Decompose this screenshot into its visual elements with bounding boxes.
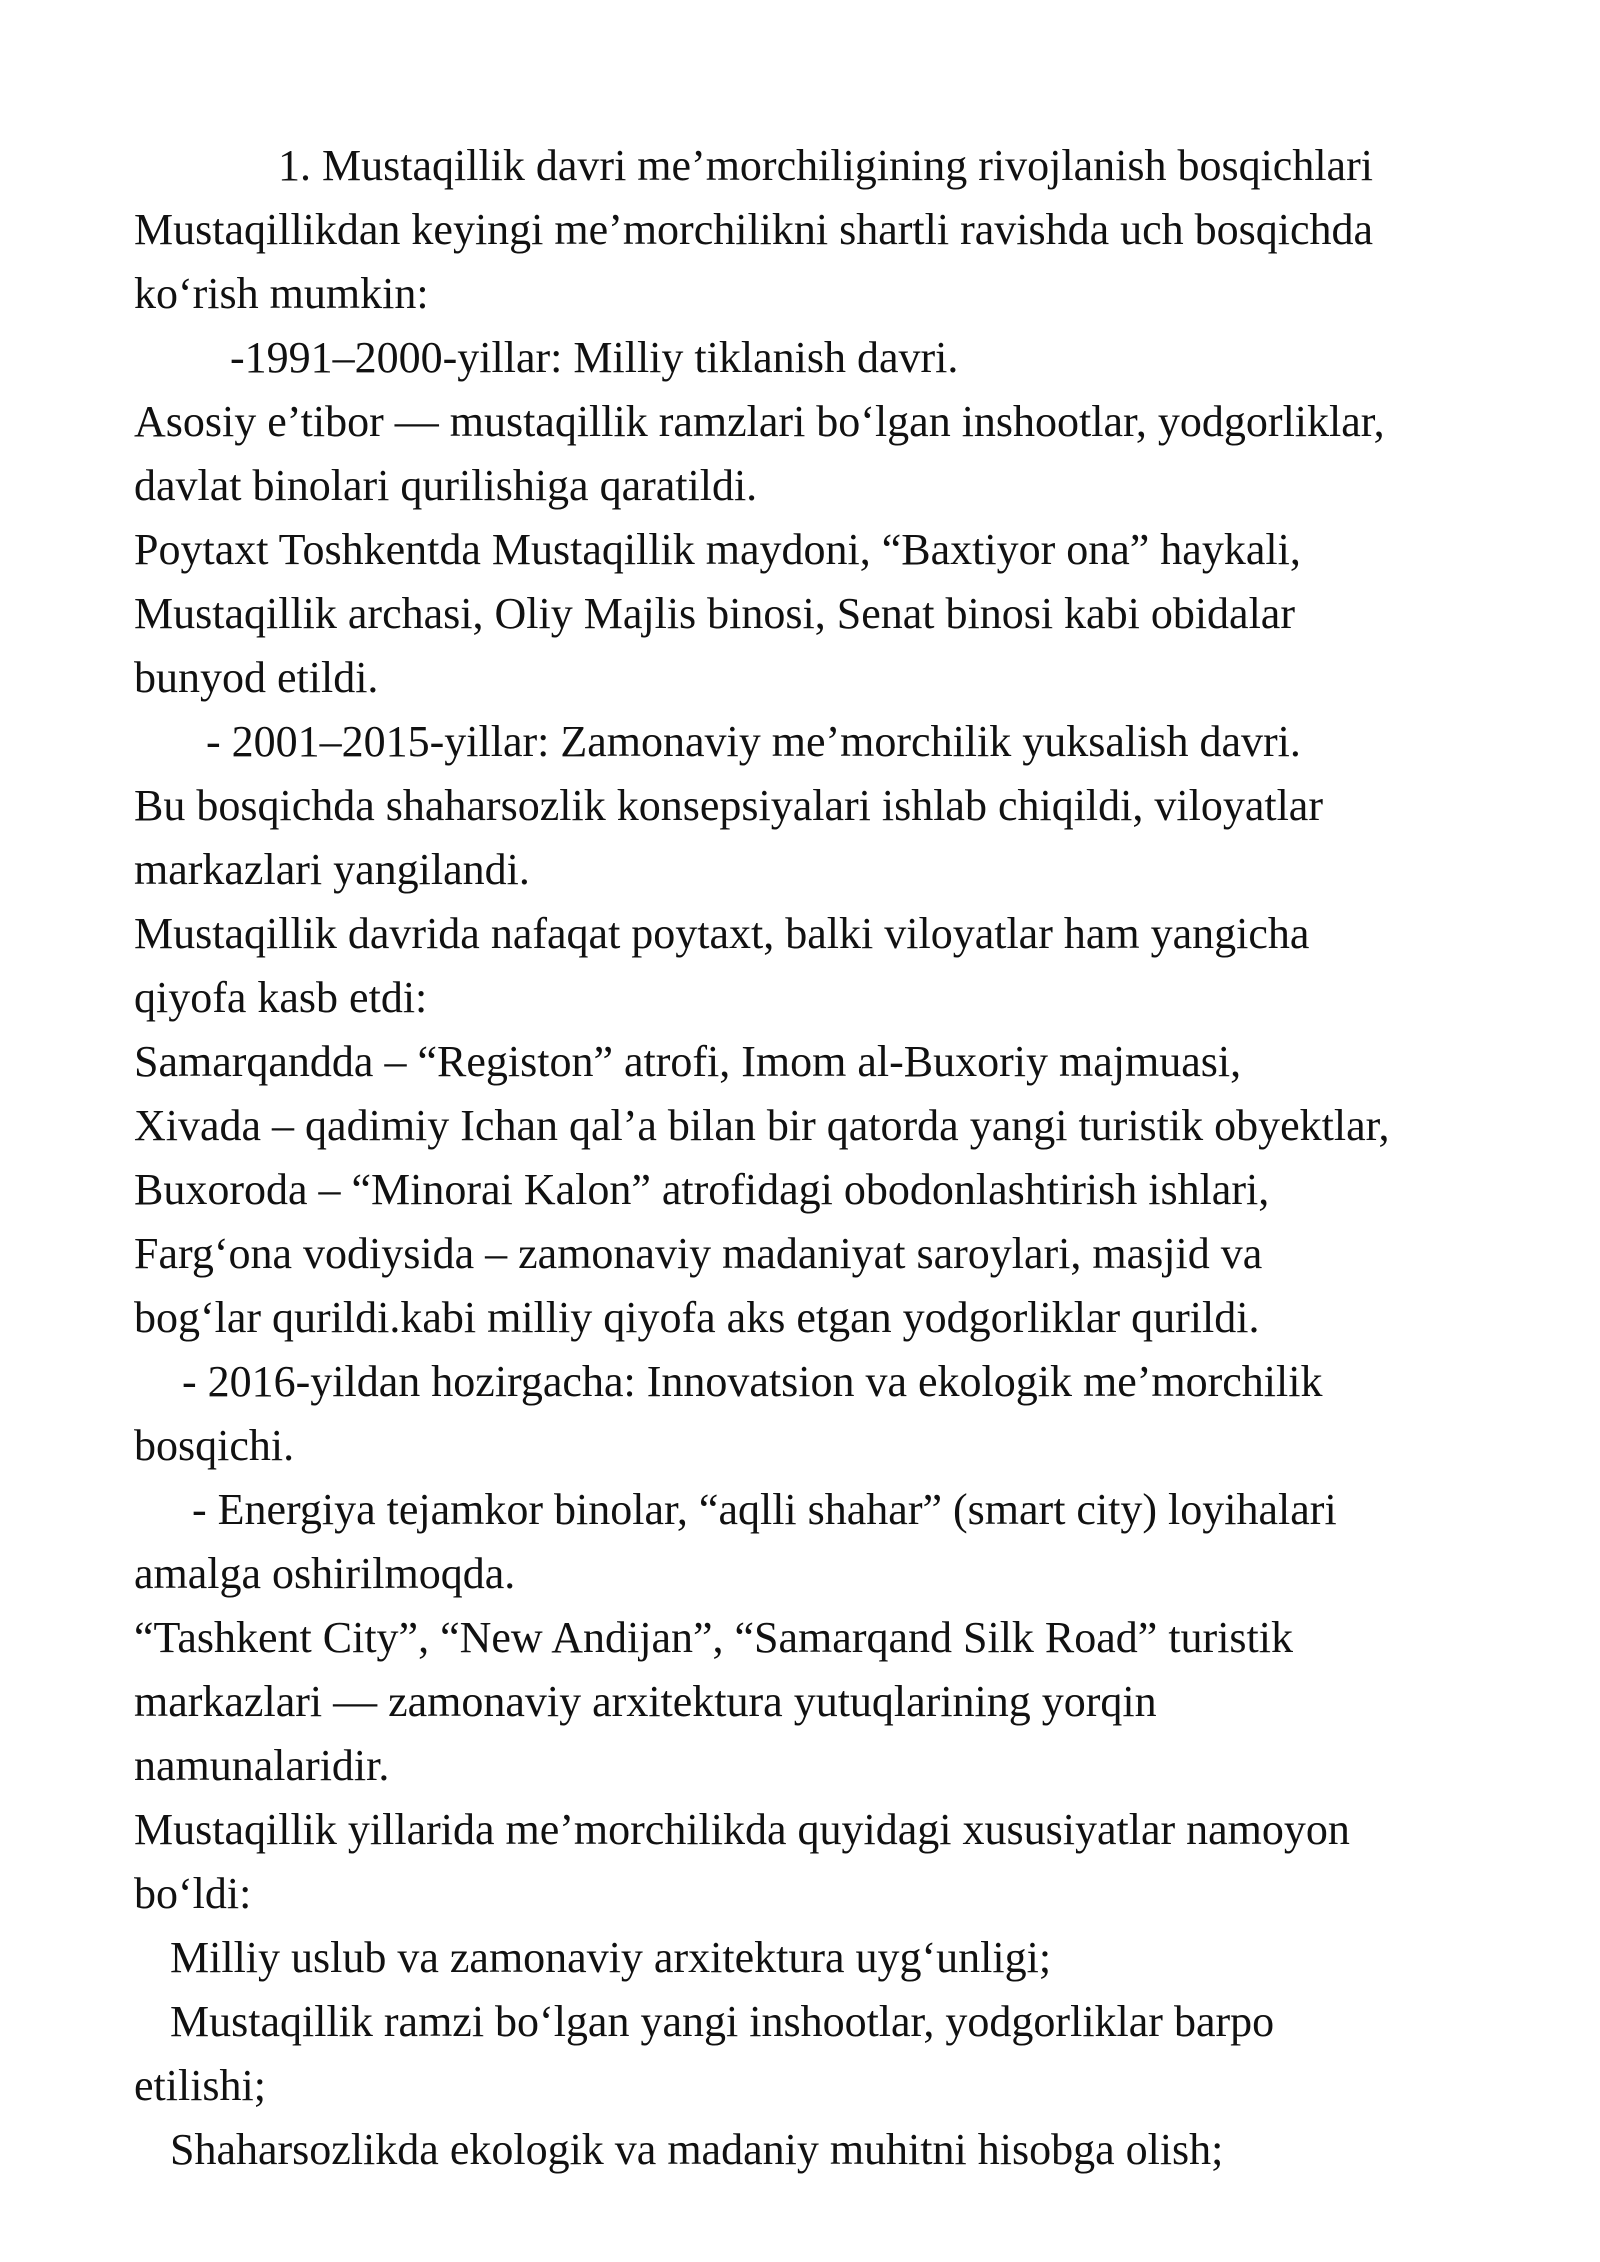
- period-heading: -1991–2000-yillar: Milliy tiklanish davri.: [230, 333, 959, 382]
- paragraph-line: Bu bosqichda shaharsozlik konsepsiyalari ishlab chiqildi, viloyatlar: [134, 781, 1323, 830]
- paragraph-line: bog‘lar qurildi.kabi milliy qiyofa aks etgan yodgorliklar qurildi.: [134, 1293, 1260, 1342]
- paragraph-line: Asosiy e’tibor — mustaqillik ramzlari bo‘lgan inshootlar, yodgorliklar,: [134, 397, 1385, 446]
- paragraph-line: Mustaqillik davrida nafaqat poytaxt, balki viloyatlar ham yangicha: [134, 909, 1310, 958]
- document-text: [134, 134, 1534, 2182]
- paragraph-line: bosqichi.: [134, 1421, 295, 1470]
- paragraph-line: Samarqandda – “Registon” atrofi, Imom al-Buxoriy majmuasi,: [134, 1037, 1242, 1086]
- paragraph-line: Farg‘ona vodiysida – zamonaviy madaniyat saroylari, masjid va: [134, 1229, 1263, 1278]
- paragraph-line: davlat binolari qurilishiga qaratildi.: [134, 461, 758, 510]
- paragraph-line: amalga oshirilmoqda.: [134, 1549, 516, 1598]
- paragraph-line: bo‘ldi:: [134, 1869, 252, 1918]
- feature-line: Milliy uslub va zamonaviy arxitektura uyg‘unligi;: [170, 1933, 1052, 1982]
- paragraph-line: Mustaqillikdan keyingi me’morchilikni shartli ravishda uch bosqichda: [134, 205, 1374, 254]
- paragraph-line: Buxoroda – “Minorai Kalon” atrofidagi obodonlashtirish ishlari,: [134, 1165, 1270, 1214]
- period-heading: - 2001–2015-yillar: Zamonaviy me’morchilik yuksalish davri.: [206, 717, 1301, 766]
- paragraph-line: Mustaqillik yillarida me’morchilikda quyidagi xususiyatlar namoyon: [134, 1805, 1350, 1854]
- section-heading: 1. Mustaqillik davri me’morchiligining rivojlanish bosqichlari: [278, 141, 1373, 190]
- paragraph-line: Poytaxt Toshkentda Mustaqillik maydoni, “Baxtiyor ona” haykali,: [134, 525, 1301, 574]
- paragraph-line: bunyod etildi.: [134, 653, 379, 702]
- period-heading: - 2016-yildan hozirgacha: Innovatsion va ekologik me’morchilik: [182, 1357, 1323, 1406]
- paragraph-line: markazlari yangilandi.: [134, 845, 530, 894]
- paragraph-line: Mustaqillik archasi, Oliy Majlis binosi, Senat binosi kabi obidalar: [134, 589, 1295, 638]
- paragraph-line: ko‘rish mumkin:: [134, 269, 429, 318]
- paragraph-line: qiyofa kasb etdi:: [134, 973, 428, 1022]
- paragraph-line: namunalaridir.: [134, 1741, 390, 1790]
- paragraph-line: etilishi;: [134, 2061, 266, 2110]
- feature-line: Shaharsozlikda ekologik va madaniy muhitni hisobga olish;: [170, 2125, 1224, 2174]
- feature-line: Mustaqillik ramzi bo‘lgan yangi inshootlar, yodgorliklar barpo: [170, 1997, 1275, 2046]
- paragraph-line: Xivada – qadimiy Ichan qal’a bilan bir qatorda yangi turistik obyektlar,: [134, 1101, 1390, 1150]
- paragraph-line: markazlari — zamonaviy arxitektura yutuqlarining yorqin: [134, 1677, 1157, 1726]
- paragraph-line: “Tashkent City”, “New Andijan”, “Samarqand Silk Road” turistik: [134, 1613, 1293, 1662]
- paragraph-line: - Energiya tejamkor binolar, “aqlli shahar” (smart city) loyihalari: [192, 1485, 1337, 1534]
